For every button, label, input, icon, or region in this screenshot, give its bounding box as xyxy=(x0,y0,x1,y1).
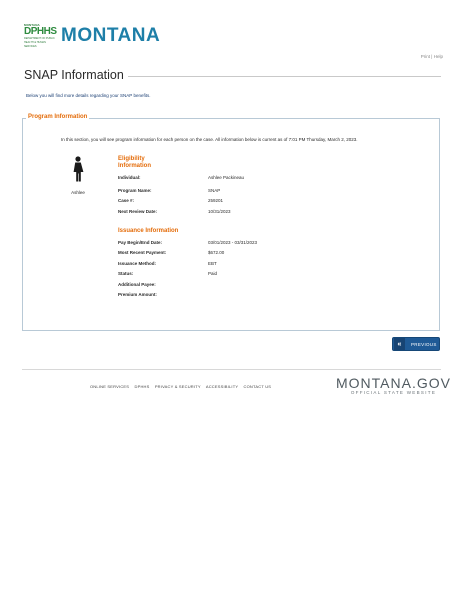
detail-row xyxy=(118,175,398,181)
issuance-heading: Issuance Information xyxy=(118,228,179,234)
detail-label: Individual: xyxy=(118,175,141,180)
detail-label: Program Name: xyxy=(118,187,152,193)
detail-row xyxy=(118,261,398,267)
double-chevron-left-icon: « xyxy=(394,338,405,350)
detail-value: Ashlee Packineau xyxy=(208,175,245,180)
footer-links xyxy=(90,384,275,389)
detail-value: $672.00 xyxy=(208,250,225,255)
detail-value: Paid xyxy=(208,271,218,276)
montana-gov-name: MONTANA.GOV xyxy=(336,375,451,391)
detail-value xyxy=(208,282,268,288)
detail-label: Status: xyxy=(118,271,134,276)
state-name: MONTANA xyxy=(61,25,161,46)
section-description: In this section, you will see program information for each person on the case. All information below is current as of 7:01 PM Thursday, March 2, 2023. xyxy=(61,137,358,142)
detail-value: EBT xyxy=(208,260,217,266)
detail-label: Most Recent Payment: xyxy=(118,250,167,255)
montana-gov-logo[interactable] xyxy=(336,376,451,395)
intro-text: Below you will find more details regarding your SNAP benefits. xyxy=(26,93,151,98)
footer-link-accessibility[interactable]: ACCESSIBILITY xyxy=(205,384,239,389)
footer-divider xyxy=(22,369,441,370)
footer-link-contact[interactable]: CONTACT US xyxy=(243,384,272,389)
detail-label: Additional Payee: xyxy=(118,281,156,287)
detail-label: Case #: xyxy=(118,198,135,203)
detail-row xyxy=(118,209,398,215)
program-details xyxy=(118,156,398,298)
female-person-icon xyxy=(71,156,85,182)
program-information-panel xyxy=(22,114,440,331)
utility-separator: | xyxy=(431,54,433,59)
detail-row xyxy=(118,240,398,246)
page-title: SNAP Information xyxy=(24,68,124,82)
footer-link-privacy[interactable]: PRIVACY & SECURITY xyxy=(154,384,201,389)
previous-button-label: PREVIOUS xyxy=(411,341,437,347)
detail-label: Premium Amount: xyxy=(118,292,157,297)
person-card[interactable] xyxy=(67,156,89,195)
detail-value: 10/31/2023 xyxy=(208,208,231,214)
montana-gov-tagline: OFFICIAL STATE WEBSITE xyxy=(350,390,437,395)
detail-value: SNAP xyxy=(208,187,221,193)
detail-value xyxy=(208,292,268,298)
detail-label: Next Review Date: xyxy=(118,208,158,214)
detail-value: 259201 xyxy=(208,198,224,203)
detail-row xyxy=(118,282,398,288)
person-name: Ashlee xyxy=(71,190,85,195)
utility-links xyxy=(421,54,443,59)
eligibility-heading: Eligibility Information xyxy=(118,156,151,169)
previous-button[interactable] xyxy=(392,337,440,351)
dphhs-logo[interactable] xyxy=(24,24,58,48)
logo-dp: DP xyxy=(24,26,37,37)
detail-row xyxy=(118,271,398,277)
title-divider xyxy=(128,76,441,77)
program-information-legend: Program Information xyxy=(28,114,88,120)
footer-link-online-services[interactable]: ONLINE SERVICES xyxy=(90,384,130,389)
detail-value: 03/01/2023 - 03/31/2023 xyxy=(208,239,258,245)
logo-dphhs-text xyxy=(24,27,58,37)
logo-mini-text: MONTANA xyxy=(24,23,40,27)
detail-label: Issuance Method: xyxy=(118,260,157,266)
logo-tagline: DEPARTMENT OF PUBLIC HEALTH & HUMAN SERVICES xyxy=(24,37,55,48)
detail-row xyxy=(118,250,398,256)
title-row xyxy=(24,68,441,82)
logo-hhs: HHS xyxy=(36,26,57,37)
detail-row xyxy=(118,292,398,298)
help-link[interactable]: Help xyxy=(433,54,443,59)
print-link[interactable]: Print xyxy=(420,54,431,59)
detail-row xyxy=(118,188,398,194)
footer-link-dphhs[interactable]: DPHHS xyxy=(134,384,150,389)
detail-row xyxy=(118,198,398,204)
site-header xyxy=(24,22,160,50)
detail-label: Pay Begin/End Date: xyxy=(118,239,163,245)
